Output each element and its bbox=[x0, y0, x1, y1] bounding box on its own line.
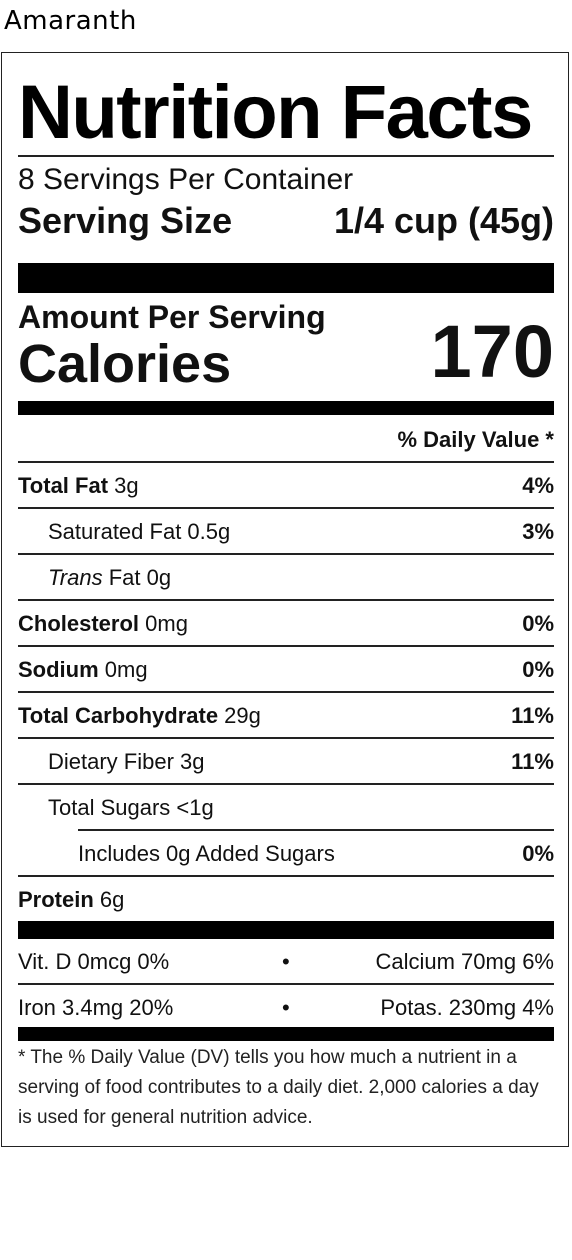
serving-size-value: 1/4 cup (45g) bbox=[333, 200, 554, 241]
potassium: Potas. 230mg 4% bbox=[380, 995, 554, 1020]
nutrient-text bbox=[48, 751, 205, 773]
nutrient-row-saturated-fat bbox=[48, 509, 554, 555]
separator-dot: • bbox=[282, 949, 290, 974]
daily-value-header: % Daily Value * bbox=[397, 427, 554, 452]
nutrient-row-sodium bbox=[18, 647, 554, 693]
nutrient-name: Total Fat bbox=[18, 473, 109, 498]
nutrient-text bbox=[48, 567, 171, 589]
nutrient-text bbox=[18, 613, 188, 635]
nutrient-amount: <1g bbox=[170, 795, 214, 820]
nutrient-text bbox=[78, 843, 335, 865]
nutrition-facts-label bbox=[1, 52, 569, 1147]
nutrient-dv: 3% bbox=[522, 519, 554, 544]
nutrient-dv: 11% bbox=[511, 749, 554, 774]
nutrient-amount: 0mg bbox=[98, 657, 148, 682]
nutrient-row-added-sugars bbox=[78, 831, 554, 877]
nutrient-dv: 0% bbox=[522, 611, 554, 636]
nutrient-row-total-sugars bbox=[48, 785, 554, 831]
nutrient-amount: 3g bbox=[108, 473, 139, 498]
nutrient-amount: 3g bbox=[173, 749, 205, 774]
nutrient-row-total-fat bbox=[18, 463, 554, 509]
nutrient-amount: 6g bbox=[93, 887, 125, 912]
nutrient-name: Cholesterol bbox=[18, 611, 140, 636]
footnote: * The % Daily Value (DV) tells you how much a nutrient in a serving of food contributes to a daily diet. 2,000 calories a day is used for general nutrition advice. bbox=[18, 1047, 539, 1128]
amount-per-serving: Amount Per Serving bbox=[18, 299, 326, 335]
nutrient-text bbox=[48, 797, 214, 819]
calories-label: Calories bbox=[18, 334, 232, 394]
nutrient-row-protein bbox=[18, 877, 554, 923]
servings-per-container: 8 Servings Per Container bbox=[18, 163, 354, 196]
nutrient-name: Dietary Fiber bbox=[48, 749, 174, 774]
label-title: Nutrition Facts bbox=[18, 70, 532, 155]
vitamin-row-1 bbox=[18, 939, 554, 985]
nutrient-dv: 11% bbox=[511, 703, 554, 728]
nutrient-amount: 29g bbox=[218, 703, 261, 728]
nutrient-dv: 0% bbox=[522, 657, 554, 682]
divider bbox=[18, 155, 554, 157]
nutrient-dv: 0% bbox=[522, 841, 554, 866]
nutrient-row-total-carbohydrate bbox=[18, 693, 554, 739]
thick-divider bbox=[18, 263, 554, 293]
nutrient-name: Total Sugars bbox=[48, 795, 171, 820]
nutrient-text bbox=[18, 889, 124, 911]
nutrient-row-dietary-fiber bbox=[48, 739, 554, 785]
nutrient-name: Total Carbohydrate bbox=[18, 703, 219, 728]
nutrient-text bbox=[48, 521, 230, 543]
medium-divider bbox=[18, 1027, 554, 1041]
nutrient-dv: 4% bbox=[522, 473, 554, 498]
nutrient-amount: Fat 0g bbox=[102, 565, 172, 590]
serving-size-row bbox=[18, 200, 554, 241]
nutrient-name: Saturated Fat bbox=[48, 519, 182, 544]
nutrient-name: Includes 0g Added Sugars bbox=[78, 841, 335, 866]
nutrient-amount: 0.5g bbox=[181, 519, 231, 544]
nutrient-amount: 0mg bbox=[139, 611, 188, 636]
vitamin-d: Vit. D 0mcg 0% bbox=[18, 949, 170, 974]
nutrient-name: Sodium bbox=[18, 657, 99, 682]
nutrient-name: Trans bbox=[48, 565, 103, 590]
nutrient-text bbox=[18, 475, 139, 497]
nutrient-name: Protein bbox=[18, 887, 94, 912]
vitamin-row-2 bbox=[18, 985, 554, 1031]
nutrient-text bbox=[18, 659, 148, 681]
calories-value: 170 bbox=[430, 310, 554, 393]
serving-size-label: Serving Size bbox=[18, 200, 233, 241]
product-name: Amaranth bbox=[4, 6, 137, 36]
nutrient-row-cholesterol bbox=[18, 601, 554, 647]
calcium: Calcium 70mg 6% bbox=[375, 949, 554, 974]
thick-divider bbox=[18, 921, 554, 939]
iron: Iron 3.4mg 20% bbox=[18, 995, 174, 1020]
separator-dot: • bbox=[282, 995, 290, 1020]
medium-divider bbox=[18, 401, 554, 415]
nutrient-text bbox=[18, 705, 261, 727]
nutrient-row-trans-fat bbox=[48, 555, 554, 601]
